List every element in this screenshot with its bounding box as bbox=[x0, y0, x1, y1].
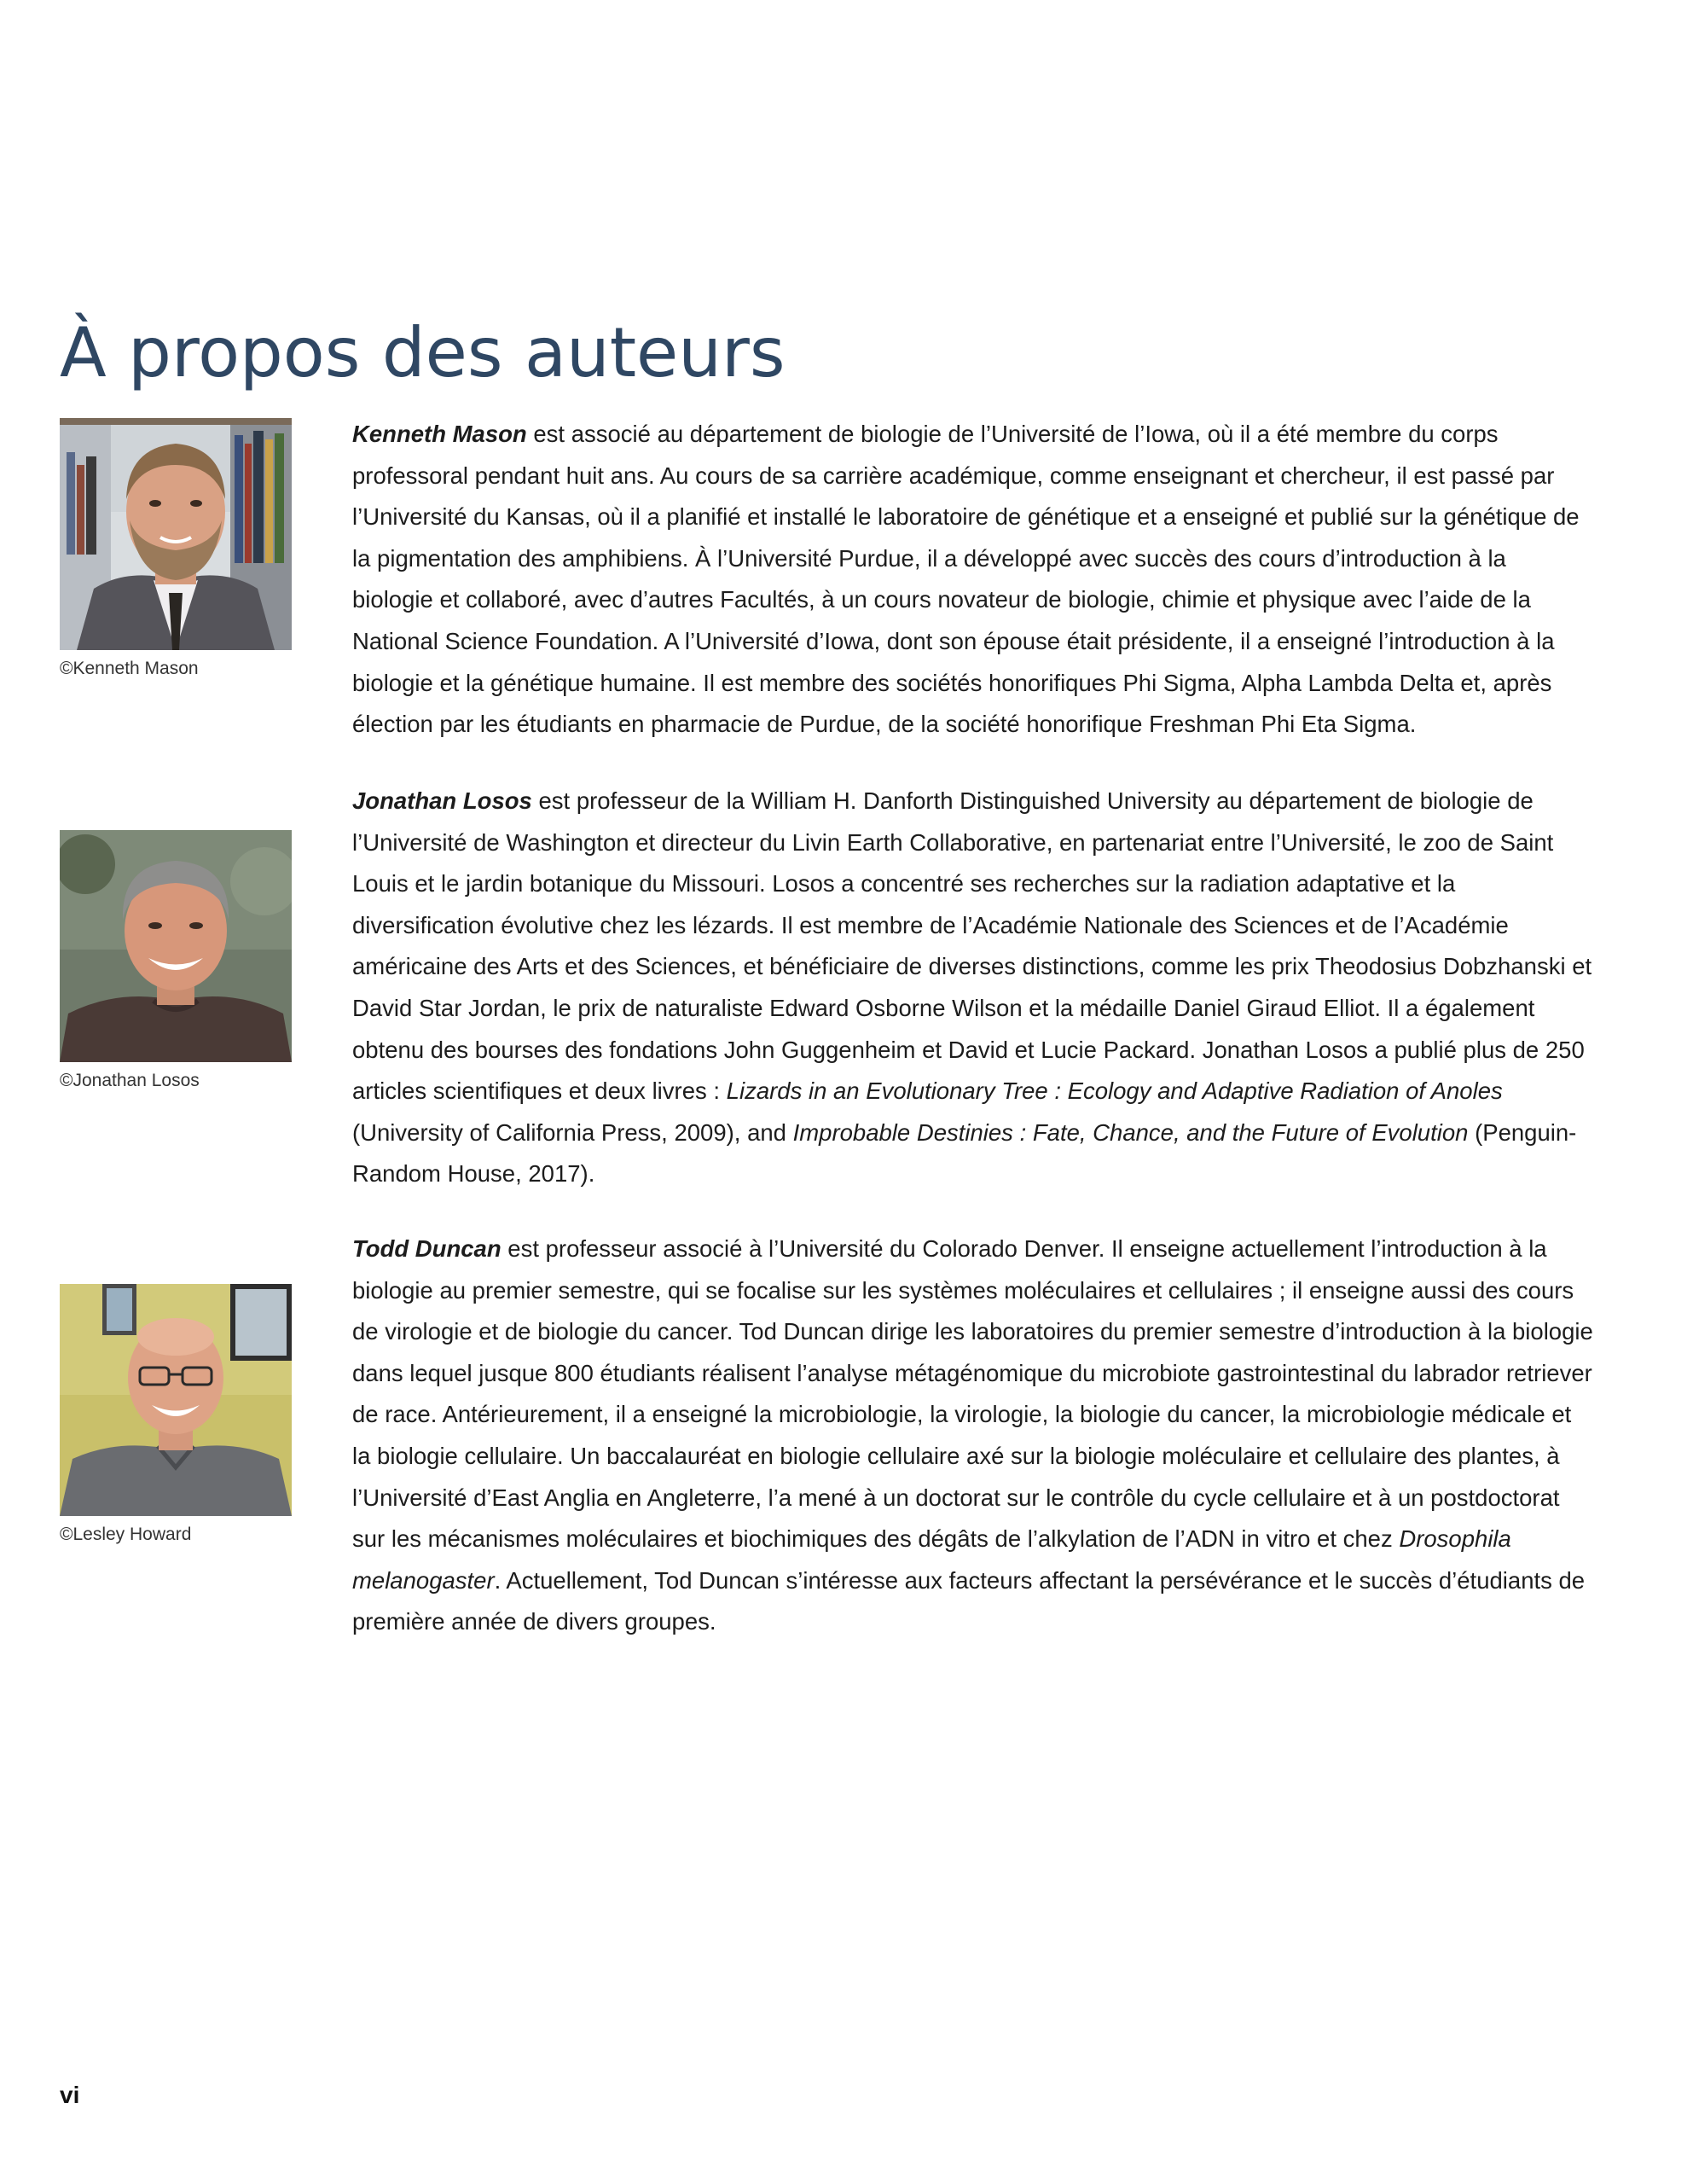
author-photo-column bbox=[60, 830, 292, 1091]
author-photo-todd-duncan bbox=[60, 1284, 292, 1516]
bio-text: (Penguin-Random House, 2017). bbox=[352, 1118, 1577, 1188]
author-name: Kenneth Mason bbox=[352, 421, 527, 447]
author-bio-todd-duncan bbox=[352, 1228, 1593, 1643]
book-title: Lizards in an Evolutionary Tree : Ecology and Adaptive Radiation of Anoles bbox=[726, 1077, 1503, 1105]
author-photo-jonathan-losos bbox=[60, 830, 292, 1062]
bio-text: est professeur associé à l’Université du Colorado Denver. Il enseigne actuellement l’introduction à la biologie au premier semestre, qui se focalise sur les systèmes moléculaires et cellulaires ; il enseigne aussi des cours de virologie et de biologie du cancer. Tod Duncan dirige les laboratoires du premier semestre d’introduction à la biologie dans lequel jusque 800 étudiants réalisent l’analyse métagénomique du microbiote gastrointestinal du labrador retriever de race. Antérieurement, il a enseigné la microbiologie, la virologie, la biologie du cancer, la microbiologie médicale et la biologie cellulaire. Un baccalauréat en biologie cellulaire axé sur la biologie moléculaire et cellulaire des plantes, à l’Université d’East Anglia en Angleterre, l’a mené à un doctorat sur le contrôle du cycle cellulaire et à un postdoctorat sur les mécanismes moléculaires et biochimiques des dégâts de l’alkylation de l’ADN in vitro et chez bbox=[352, 1235, 1593, 1553]
page-number: vi bbox=[60, 2082, 80, 2108]
book-title: Improbable Destinies : Fate, Chance, and the Future of Evolution bbox=[792, 1118, 1469, 1146]
photo-credit: ©Jonathan Losos bbox=[60, 1071, 200, 1090]
author-photo-kenneth-mason bbox=[60, 418, 292, 650]
species-name: Drosophila melanogaster bbox=[352, 1525, 1511, 1594]
author-photo-column bbox=[60, 418, 292, 679]
bio-text: est associé au département de biologie de l’Université de l’Iowa, où il a été membre du corps professoral pendant huit ans. Au cours de sa carrière académique, comme enseignant et chercheur, il est passé par l’Université du Kansas, où il a planifié et installé le laboratoire de génétique et a enseigné et publié sur la génétique de la pigmentation des amphibiens. À l’Université Purdue, il a développé avec succès des cours d’introduction à la biologie et collaboré, avec d’autres Facultés, à un cours novateur de biologie, chimie et physique avec l’aide de la National Science Foundation. A l’Université d’Iowa, dont son épouse était présidente, il a enseigné l’introduction à la biologie et la génétique humaine. Il est membre des sociétés honorifiques Phi Sigma, Alpha Lambda Delta et, après élection par les étudiants en pharmacie de Purdue, de la société honorifique Freshman Phi Eta Sigma. bbox=[352, 421, 1580, 738]
author-bio-kenneth-mason bbox=[352, 414, 1593, 746]
photo-credit: ©Lesley Howard bbox=[60, 1525, 192, 1544]
bio-text: (University of California Press, 2009), and bbox=[352, 1118, 793, 1146]
photo-credit: ©Kenneth Mason bbox=[60, 659, 199, 678]
author-photo-column bbox=[60, 1284, 292, 1545]
bio-text: . Actuellement, Tod Duncan s’intéresse aux facteurs affectant la persévérance et le succès d’étudiants de première année de divers groupes. bbox=[352, 1566, 1586, 1635]
author-name: Jonathan Losos bbox=[352, 787, 532, 814]
bio-text: est professeur de la William H. Danforth Distinguished University au département de biologie de l’Université de Washington et directeur du Livin Earth Collaborative, en partenariat entre l’Université, le zoo de Saint Louis et le jardin botanique du Missouri. Losos a concentré ses recherches sur la radiation adaptative et la diversification évolutive chez les lézards. Il est membre de l’Académie Nationale des Sciences et de l’Académie américaine des Arts et des Sciences, et bénéficiaire de diverses distinctions, comme les prix Theodosius Dobzhanski et David Star Jordan, le prix de naturaliste Edward Osborne Wilson et la médaille Daniel Giraud Elliot. Il a également obtenu des bourses des fondations John Guggenheim et David et Lucie Packard. Jonathan Losos a publié plus de 250 articles scientifiques et deux livres : bbox=[352, 787, 1592, 1105]
author-name: Todd Duncan bbox=[352, 1235, 502, 1262]
author-bio-jonathan-losos bbox=[352, 781, 1593, 1195]
page-title: À propos des auteurs bbox=[60, 313, 786, 392]
